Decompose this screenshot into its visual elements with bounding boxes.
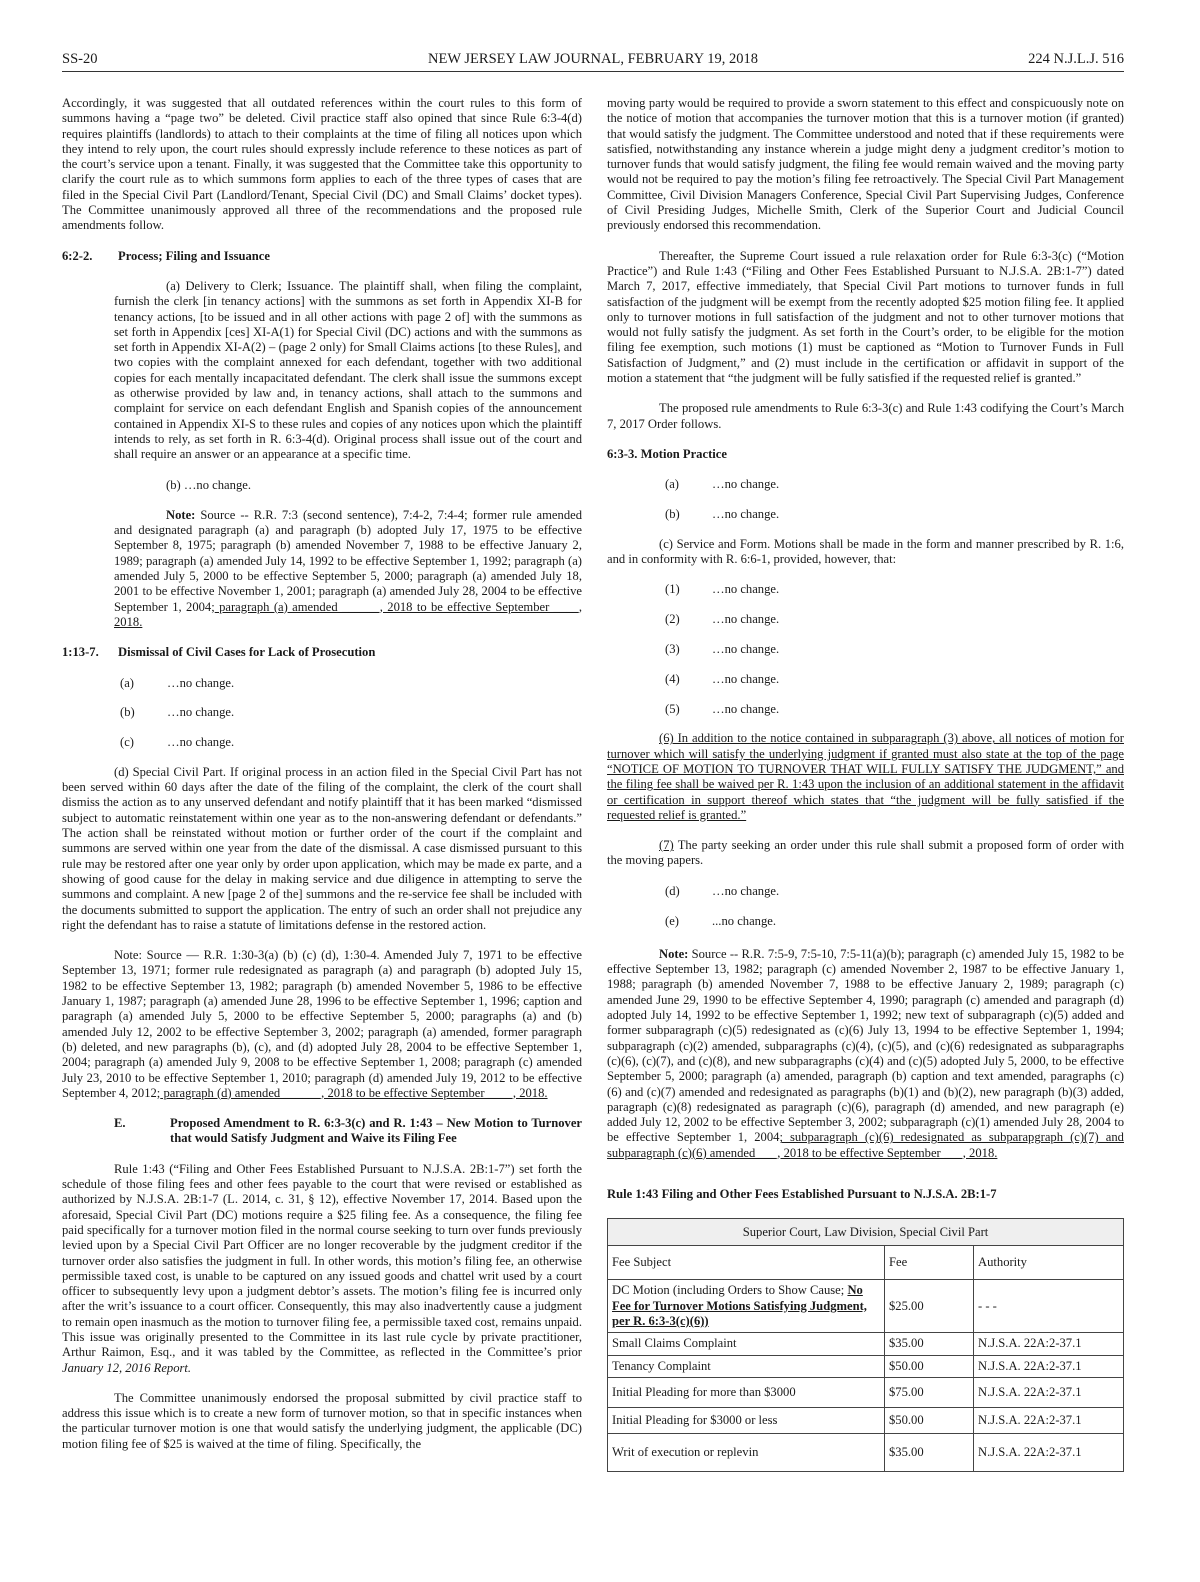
intro-paragraph: Accordingly, it was suggested that all outdated references within the court rules to this form of summons having a “page two” be deleted. Civil practice staff also opined that since Rule 6:3-4(d) requires plaintiffs (landlords) to attach to their complaints at the time of filing all notices upon which they intend to rely upon, the court rules should expressly include reference to these notices as part of the court’s service upon a tenant. Finally, it was suggested that the Committee take this opportunity to clarify the court rule as to which summons form applies to each of the three types of cases that are filed in the Special Civil Part (Landlord/Tenant, Special Civil (DC) and Small Claims’ docket types). The Committee unanimously approved all three of the recommendations and the proposed rule amendments follow. bbox=[62, 96, 582, 233]
item-key: (2) bbox=[665, 612, 680, 627]
page-header bbox=[62, 49, 1124, 72]
item-key: (1) bbox=[665, 582, 680, 597]
fee-authority: - - - bbox=[974, 1280, 1124, 1333]
list-item bbox=[665, 914, 1124, 929]
continued-paragraph: moving party would be required to provide a sworn statement to this effect and conspicuously note on the notice of motion that accompanies the turnover motion that this is a turnover motion (if granted) that would satisfy the judgment. The Committee understood and noted that if these requirements were satisfied, notwithstanding any instance wherein a judge might deny a judgment creditor’s motion to turnover funds that would satisfy judgment, the filing fee would remain waived and the moving party would not be required to pay the motion’s filing fee retroactively. The Special Civil Part Management Committee, Civil Division Managers Conference, Special Civil Part Supervising Judges, Conference of Civil Presiding Judges, Michelle Smith, Clerk of the Superior Court and Judicial Council previously endorsed this recommendation. bbox=[607, 96, 1124, 233]
proposed-amendments-paragraph: The proposed rule amendments to Rule 6:3-3(c) and Rule 1:43 codifying the Court’s March 7, 2017 Order follows. bbox=[607, 401, 1124, 431]
subject-note: No Fee for Turnover Motions Satisfying Judgment, per R. 6:3-3(c)(6)) bbox=[612, 1283, 867, 1328]
item-key: (a) bbox=[120, 675, 134, 690]
item-value: …no change. bbox=[167, 735, 235, 750]
note-1-13-7 bbox=[62, 948, 582, 1101]
fee-subject bbox=[608, 1280, 885, 1333]
note-label: Note: bbox=[166, 507, 196, 522]
fee-subject: Initial Pleading for more than $3000 bbox=[608, 1377, 885, 1407]
table-row bbox=[608, 1407, 1124, 1433]
subject-text: DC Motion (including Orders to Show Cause; bbox=[612, 1283, 845, 1298]
table-header-row bbox=[608, 1246, 1124, 1280]
item-value: …no change. bbox=[712, 701, 780, 716]
fee-amount: $75.00 bbox=[885, 1377, 974, 1407]
column-header: Authority bbox=[974, 1246, 1124, 1280]
fee-authority: N.J.S.A. 22A:2-37.1 bbox=[974, 1377, 1124, 1407]
heading-6-3-3: 6:3-3. Motion Practice bbox=[607, 446, 727, 461]
item-value: …no change. bbox=[712, 671, 780, 686]
list-item bbox=[665, 672, 1124, 687]
table-row bbox=[608, 1280, 1124, 1333]
table-caption-row bbox=[608, 1219, 1124, 1246]
item-value: …no change. bbox=[167, 705, 235, 720]
journal-title: NEW JERSEY LAW JOURNAL, FEBRUARY 19, 2018 bbox=[428, 51, 758, 67]
rule-6-3-3-c-7 bbox=[607, 838, 1124, 869]
table-row bbox=[608, 1433, 1124, 1471]
rule-6-2-2-b: (b) …no change. bbox=[166, 477, 251, 492]
item-key: (b) bbox=[120, 705, 135, 720]
list-item bbox=[665, 507, 1124, 522]
heading-title: Dismissal of Civil Cases for Lack of Prosecution bbox=[118, 645, 376, 660]
heading-6-2-2 bbox=[62, 249, 582, 264]
item-key: (5) bbox=[665, 701, 680, 716]
table-title: Rule 1:43 Filing and Other Fees Established Pursuant to N.J.S.A. 2B:1-7 bbox=[607, 1187, 997, 1202]
fee-authority: N.J.S.A. 22A:2-37.1 bbox=[974, 1355, 1124, 1377]
fee-amount: $35.00 bbox=[885, 1333, 974, 1355]
list-item bbox=[665, 612, 1124, 627]
item-value: …no change. bbox=[712, 507, 780, 522]
heading-number: 6:2-2. bbox=[62, 248, 93, 263]
note-text: Note: Source — R.R. 1:30-3(a) (b) (c) (d), 1:30-4. Amended July 7, 1971 to be effective September 13, 1971; former rule redesignated as paragraph (a) and paragraph (b) adopted July 15, 1982 to be effective September 13, 1982; paragraph (b) amended November 5, 1986 to be effective January 1, 1987; paragraph (a) amended June 28, 1996 to be effective September 1, 1996; caption and paragraph (a) amended July 5, 2000 to be effective September 5, 2000; paragraphs (a) and (b) amended July 12, 2002 to be effective September 3, 2002; paragraph (a) amended, former paragraph (b) deleted, and new paragraphs (b), (c), and (d) adopted July 28, 2004 to be effective September 1, 2004; paragraph (a) amended July 9, 2008 to be effective September 1, 2008; paragraph (c) amended July 23, 2010 to be effective September 1, 2010; paragraph (d) amended July 19, 2012 to be effective September 4, 2012; bbox=[62, 948, 582, 1100]
item-value: …no change. bbox=[712, 582, 780, 597]
list-item bbox=[665, 702, 1124, 717]
citation: 224 N.J.L.J. 516 bbox=[1028, 51, 1124, 67]
section-e-paragraph-2: The Committee unanimously endorsed the proposal submitted by civil practice staff to address this issue which is to create a new form of turnover motion, so that in specific instances when the particular turnover motion is one that would satisfy the underlying judgment, the applicable (DC) motion filing fee of $25 is waived at the time of filing. Specifically, the bbox=[62, 1390, 582, 1451]
section-title: Proposed Amendment to R. 6:3-3(c) and R. 1:43 – New Motion to Turnover that would Satisfy Judgment and Waive its Filing Fee bbox=[170, 1116, 582, 1146]
fee-amount: $35.00 bbox=[885, 1433, 974, 1471]
item-key: (c) bbox=[120, 735, 134, 750]
paragraph-text: Rule 1:43 (“Filing and Other Fees Established Pursuant to N.J.S.A. 2B:1-7”) set forth the schedule of those filing fees and other fees payable to the court that were revised or established as authorized by N.J.S.A. 2B:1-7 (L. 2014, c. 31, § 12), effective November 17, 2014. Based upon the aforesaid, Special Civil Part (DC) motions require a $25 filing fee. As a consequence, the filing fee paid specifically for a turnover motion filed in the normal course seeking to turn over funds previously levied upon by a Special Civil Part Officer are no longer recoverable by the judgment creditor if the turnover order also satisfies the judgment in full. In other words, this motion’s filing fee, an otherwise permissible taxed cost, is unable to be captured on any issued goods and chattel writ used by a court officer to subsequently levy upon a judgment debtor’s assets. The motion’s filing fee is incurred only after the writ’s issuance to a court officer. Consequently, this may also inadvertently cause a judgment to remain open inasmuch as the motion to turnover filing fee, a permissible taxed cost, remains unpaid. This issue was originally presented to the Committee in its last rule cycle by private practitioner, Arthur Raimon, Esq., and it was tabled by the Committee, as reflected in the Committee’s prior bbox=[62, 1161, 582, 1360]
fee-subject: Initial Pleading for $3000 or less bbox=[608, 1407, 885, 1433]
table-row bbox=[608, 1355, 1124, 1377]
rule-6-3-3-c: (c) Service and Form. Motions shall be made in the form and manner prescribed by R. 1:6, and in conformity with R. 6:6-1, provided, however, that: bbox=[607, 536, 1124, 567]
item-value: …no change. bbox=[712, 612, 780, 627]
rule-6-3-3-c-6: (6) In addition to the notice contained in subparagraph (3) above, all notices of motion for turnover which will satisfy the underlying judgment if granted must also state at the top of the page “NOTICE OF MOTION TO TURNOVER THAT WILL FULLY SATISFY THE JUDGMENT,” and the filing fee shall be waived per R. 1:43 upon the inclusion of an additional statement in the affidavit or certification in support thereof which states that “the judgment will be fully satisfied if the requested relief is granted.” bbox=[607, 731, 1124, 822]
item-key: (7) bbox=[659, 838, 674, 853]
note-6-2-2 bbox=[62, 508, 582, 630]
item-key: (e) bbox=[665, 913, 679, 928]
fee-table bbox=[607, 1218, 1124, 1471]
fee-subject: Writ of execution or replevin bbox=[608, 1433, 885, 1471]
heading-1-13-7 bbox=[62, 645, 582, 660]
list-item bbox=[665, 884, 1124, 899]
table-row bbox=[608, 1333, 1124, 1355]
note-amendment: paragraph (d) amended ______, 2018 to be effective September ____, 2018. bbox=[160, 1085, 548, 1100]
table-row bbox=[608, 1377, 1124, 1407]
heading-title: Process; Filing and Issuance bbox=[118, 248, 270, 263]
note-amendment: paragraph (a) amended ______, 2018 to be effective September ____, 2018. bbox=[114, 599, 582, 629]
list-item bbox=[120, 735, 582, 750]
note-6-3-3 bbox=[607, 947, 1124, 1161]
item-key: (d) bbox=[665, 883, 680, 898]
page-number: SS-20 bbox=[62, 51, 98, 67]
left-column bbox=[62, 96, 582, 1467]
column-header: Fee Subject bbox=[608, 1246, 885, 1280]
item-text: The party seeking an order under this rule shall submit a proposed form of order with the moving papers. bbox=[607, 838, 1124, 868]
item-value: …no change. bbox=[712, 642, 780, 657]
list-item bbox=[665, 582, 1124, 597]
column-header: Fee bbox=[885, 1246, 974, 1280]
fee-authority: N.J.S.A. 22A:2-37.1 bbox=[974, 1433, 1124, 1471]
list-item bbox=[665, 477, 1124, 492]
table-caption: Superior Court, Law Division, Special Civil Part bbox=[608, 1219, 1124, 1246]
item-key: (3) bbox=[665, 642, 680, 657]
note-text: Source -- R.R. 7:5-9, 7:5-10, 7:5-11(a)(b); paragraph (c) amended July 15, 1982 to be effective September 13, 1982; paragraph (c) amended November 2, 1987 to be effective January 1, 1988; paragraph (b) amended November 7, 1988 to be effective January 2, 1989; paragraph (c) amended June 29, 1990 to be effective September 4, 1990; paragraph (c) amended and paragraph (d) adopted July 14, 1992 to be effective September 1, 1992; new text of subparagraph (c)(5) added and former subparagraph (c)(5) redesignated as (c)(6) July 13, 1994 to be effective September 1, 1994; subparagraph (c)(2) amended, subparagraphs (c)(4), (c)(5), and (c)(6) redesignated as subparagraphs (c)(6), (c)(7), and (c)(8), and new subparagraphs (c)(4) and (c)(5) adopted July 5, 2000, to be effective September 5, 2000; paragraph (a) amended, paragraph (b) caption and text amended, paragraphs (c)(6) and (c)(7) amended and redesignated as paragraphs (b)(1) and (b)(2), new paragraph (b)(3) added, paragraph (c)(8) redesignated as paragraph (c)(6), paragraph (d) amended, and new paragraph (e) added July 12, 2002 to be effective September 3, 2002; subparagraph (c)(1) amended July 28, 2004 to be effective September 1, 2004 bbox=[607, 946, 1124, 1145]
section-e-paragraph-1 bbox=[62, 1162, 582, 1376]
relaxation-order-paragraph: Thereafter, the Supreme Court issued a rule relaxation order for Rule 6:3-3(c) (“Motion Practice”) and Rule 1:43 (“Filing and Other Fees Established Pursuant to N.J.S.A. 2B:1-7”) dated March 7, 2017, effective immediately, that Special Civil Part motions to turnover funds in full satisfaction of the judgment will be exempt from the recently adopted $25 motion filing fee. It applied only to turnover motions in full satisfaction of the judgment and not to other turnover motions that would not fully satisfy the judgment. As set forth in the Court’s order, to be eligible for the motion filing fee exemption, such motions (1) must be captioned as “Motion to Turnover Funds in Full Satisfaction of Judgment,” and (2) must include in the certification or affidavit in support of the motion a statement that “the judgment will be fully satisfied if the requested relief is granted.” bbox=[607, 248, 1124, 386]
item-key: (4) bbox=[665, 671, 680, 686]
item-value: ...no change. bbox=[712, 913, 776, 928]
section-e-heading bbox=[62, 1116, 582, 1147]
fee-amount: $50.00 bbox=[885, 1355, 974, 1377]
item-value: …no change. bbox=[167, 675, 235, 690]
fee-amount: $50.00 bbox=[885, 1407, 974, 1433]
list-item bbox=[120, 676, 582, 691]
item-key: (a) bbox=[665, 477, 679, 492]
list-item bbox=[665, 642, 1124, 657]
list-item bbox=[120, 705, 582, 720]
right-column bbox=[607, 96, 1124, 1472]
item-key: (b) bbox=[665, 507, 680, 522]
fee-subject: Small Claims Complaint bbox=[608, 1333, 885, 1355]
note-text: Source -- R.R. 7:3 (second sentence), 7:4-2, 7:4-4; former rule amended and designated paragraph (a) and paragraph (b) adopted July 17, 1975 to be effective September 8, 1975; paragraph (b) amended November 7, 1988 to be effective January 2, 1989; paragraph (a) amended July 14, 1992 to be effective September 1, 1992; paragraph (a) amended July 5, 2000 to be effective September 5, 2000; paragraph (a) amended July 18, 2001 to be effective November 1, 2001; paragraph (a) amended July 28, 2004 to be effective September 1, 2004; bbox=[114, 507, 582, 614]
item-value: …no change. bbox=[712, 477, 780, 492]
heading-number: 1:13-7. bbox=[62, 645, 99, 660]
rule-6-2-2-a: (a) Delivery to Clerk; Issuance. The plaintiff shall, when filing the complaint, furnish the clerk [in tenancy actions] with the summons as set forth in Appendix XI-B for tenancy actions, [to be issued and in all other actions with page 2 of] with the summons as set forth in Appendix [ces] XI-A(1) for Special Civil (DC) actions and with the summons as set forth in Appendix XI-A(2) – (page 2 only) for Small Claims actions [to these Rules], and two copies with the complaint annexed for each defendant, together with two additional copies for each mentally incapacitated defendant. The clerk shall issue the summons except as otherwise provided by law and, in tenancy actions, shall attach to the summons and complaint for service on each defendant English and Spanish copies of the announcement contained in Appendix XI-S to these rules and copies of any notices upon which the plaintiff intends to rely, as set forth in R. 6:3-4(d). Original process shall issue out of the court and shall require an answer or an appearance at a specific time. bbox=[114, 278, 582, 462]
item-value: …no change. bbox=[712, 883, 780, 898]
report-reference: January 12, 2016 Report. bbox=[62, 1360, 192, 1375]
note-label: Note: bbox=[659, 946, 689, 961]
section-label: E. bbox=[114, 1116, 126, 1131]
fee-subject: Tenancy Complaint bbox=[608, 1355, 885, 1377]
note-amendment: ; subparagraph (c)(6) redesignated as subparapgraph (c)(7) and subparagraph (c)(6) amended ___, 2018 to be effective September ___, 2018. bbox=[607, 1130, 1124, 1160]
fee-amount: $25.00 bbox=[885, 1280, 974, 1333]
fee-authority: N.J.S.A. 22A:2-37.1 bbox=[974, 1407, 1124, 1433]
fee-authority: N.J.S.A. 22A:2-37.1 bbox=[974, 1333, 1124, 1355]
rule-1-13-7-d: (d) Special Civil Part. If original process in an action filed in the Special Civil Part has not been served within 60 days after the date of the filing of the complaint, the clerk of the court shall dismiss the action as to any unserved defendant and notify plaintiff that it has been marked “dismissed subject to automatic reinstatement within one year as to the non-answering defendant or defendants.” The action shall be reinstated without motion or further order of the court if the complaint and summons are served within one year from the date of the dismissal. A case dismissed pursuant to this rule may be restored after one year only by order upon application, which may be made ex parte, and a showing of good cause for the delay in making service and due diligence in attempting to serve the summons and complaint. A new [page 2 of the] summons and the re-service fee shall be included with the documents submitted to support the application. The entry of such an order shall not prejudice any right the defendant has to raise a statute of limitations defense in the restored action. bbox=[62, 764, 582, 932]
